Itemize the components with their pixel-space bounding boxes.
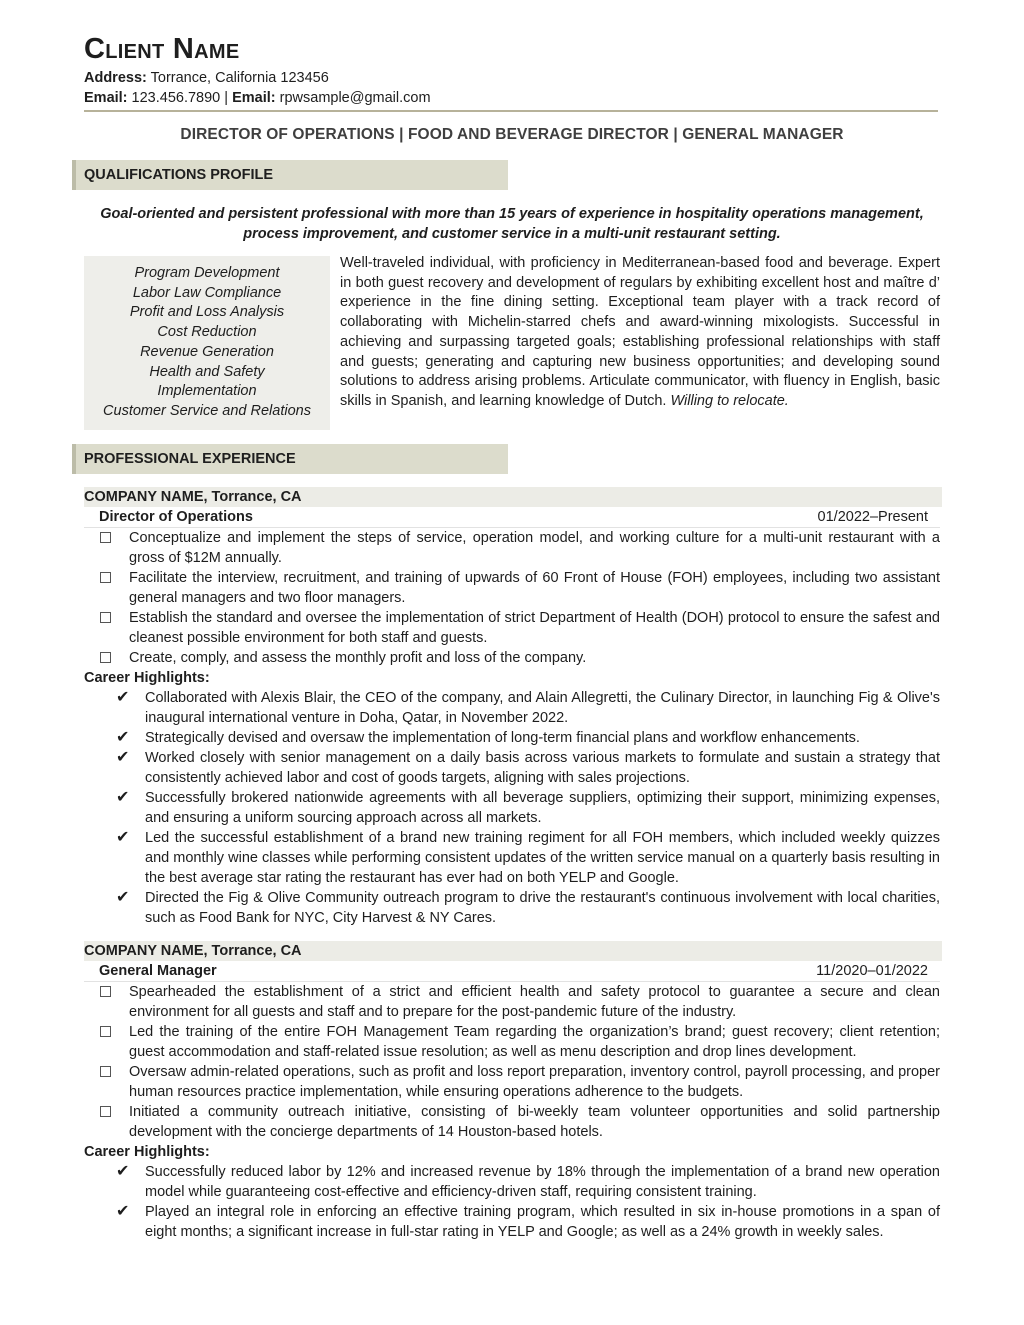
phone-value: 123.456.7890 (131, 90, 221, 106)
job-dates: 11/2020–01/2022 (816, 962, 928, 979)
email-value: rpwsample@gmail.com (279, 90, 431, 106)
job-dates: 01/2022–Present (817, 508, 928, 525)
skill-item: Profit and Loss Analysis (129, 304, 285, 321)
company-name: COMPANY NAME, Torrance, CA (84, 487, 942, 507)
duties-list (84, 528, 940, 668)
skill-item: Customer Service and Relations (103, 402, 311, 419)
address-value: Torrance, California 123456 (150, 70, 329, 86)
list-item (84, 648, 940, 668)
highlight-text: Successfully reduced labor by 12% and increased revenue by 18% through the implementation of a brand new operation model while guaranteeing cost-effective and efficiency-driven staff, requiring consistent training. (145, 1163, 940, 1200)
duty-text: Conceptualize and implement the steps of service, operation model, and working culture for a multi-unit restaurant with a gross of $12M annually. (129, 529, 940, 566)
duty-text: Oversaw admin-related operations, such as profit and loss report preparation, inventory control, payroll processing, and proper human resources practice implementation, while ensuring operations adherence to the budgets. (129, 1063, 940, 1100)
list-item (84, 828, 940, 888)
list-item (84, 608, 940, 648)
duty-text: Spearheaded the establishment of a strict and efficient health and safety protocol to guarantee a secure and clean environment for all guests and staff and to prepare for the post-pandemic future of the industry. (129, 983, 940, 1020)
checkbox-bullet-icon (100, 1066, 111, 1077)
summary-statement: Goal-oriented and persistent professional with more than 15 years of experience in hospitality operations management, process improvement, and customer service in a multi-unit restaurant setting. (100, 206, 924, 242)
skill-item: Health and Safety (149, 363, 265, 380)
checkbox-bullet-icon (100, 1026, 111, 1037)
highlights-list (84, 1162, 940, 1242)
qualifications-body (84, 256, 940, 430)
checkbox-bullet-icon (100, 1106, 111, 1117)
checkbox-bullet-icon (100, 986, 111, 997)
skills-box (84, 256, 330, 430)
list-item (84, 528, 940, 568)
highlight-text: Successfully brokered nationwide agreements with all beverage suppliers, optimizing their support, minimizing expenses, and ensuring a uniform sourcing approach across all markets. (145, 789, 940, 826)
job-title: General Manager (99, 962, 217, 979)
list-item (84, 1202, 940, 1242)
highlights-label: Career Highlights: (84, 669, 210, 686)
list-item (84, 1102, 940, 1142)
list-item (84, 1022, 940, 1062)
list-item (84, 982, 940, 1022)
check-icon: ✔ (116, 1162, 130, 1180)
job-entry (84, 941, 940, 1242)
check-icon: ✔ (116, 748, 130, 766)
duties-list (84, 982, 940, 1142)
duty-text: Initiated a community outreach initiative, consisting of bi-weekly team volunteer opportunities and solid partnership development with the concierge departments of 14 Houston-based hotels. (129, 1103, 940, 1140)
checkbox-bullet-icon (100, 612, 111, 623)
skill-item: Labor Law Compliance (132, 284, 282, 301)
profile-text: Well-traveled individual, with proficiency in Mediterranean-based food and beverage. Expert in both guest recovery and development of regulars by exhibiting excellent host and maître d’ experience in the fine dining setting. Exceptional team player with a track record of collaborating with Michelin-starred chefs and award-winning mixologists. Successful in achieving and surpassing targeted goals; establishing professional relationships with staff and guests; generating and capturing new business opportunities; and developing sound solutions to address arising problems. Articulate communicator, with fluency in English, basic skills in Spanish, and learning knowledge of Dutch. (340, 255, 940, 409)
phone-label: Email: (84, 90, 128, 106)
list-item (84, 1162, 940, 1202)
highlights-label: Career Highlights: (84, 1143, 210, 1160)
profile-paragraph (330, 254, 940, 430)
list-item (84, 728, 940, 748)
duty-text: Establish the standard and oversee the implementation of strict Department of Health (DOH) protocol to ensure the safest and cleanest possible environment for both staff and guests. (129, 609, 940, 646)
list-item (84, 788, 940, 828)
experience-heading: PROFESSIONAL EXPERIENCE (72, 444, 508, 474)
skill-item: Revenue Generation (140, 343, 274, 360)
role-line (84, 961, 940, 982)
address-line (84, 68, 940, 88)
check-icon: ✔ (116, 1202, 130, 1220)
checkbox-bullet-icon (100, 532, 111, 543)
email-label: Email: (232, 90, 276, 106)
job-entry (84, 487, 940, 928)
check-icon: ✔ (116, 828, 130, 846)
qualifications-heading: QUALIFICATIONS PROFILE (72, 160, 508, 190)
highlight-text: Directed the Fig & Olive Community outreach program to drive the restaurant's continuous involvement with local charities, such as Food Bank for NYC, City Harvest & NY Cares. (145, 889, 940, 926)
highlight-text: Collaborated with Alexis Blair, the CEO of the company, and Alain Allegretti, the Culinary Director, in launching Fig & Olive's inaugural international venture in Doha, Qatar, in November 2022. (145, 689, 940, 726)
duty-text: Create, comply, and assess the monthly profit and loss of the company. (129, 649, 587, 666)
checkbox-bullet-icon (100, 652, 111, 663)
list-item (84, 568, 940, 608)
relocate-note: Willing to relocate. (670, 392, 789, 409)
list-item (84, 888, 940, 928)
highlight-text: Worked closely with senior management on a daily basis across various markets to formulate and sustain a strategy that consistently achieved labor and cost of goods targets, aligning with sales projections. (145, 749, 940, 786)
check-icon: ✔ (116, 888, 130, 906)
skill-item: Implementation (157, 383, 257, 400)
resume-page (84, 30, 940, 1242)
list-item (84, 748, 940, 788)
role-line (84, 507, 940, 528)
skill-item: Cost Reduction (157, 324, 257, 341)
check-icon: ✔ (116, 788, 130, 806)
company-name: COMPANY NAME, Torrance, CA (84, 941, 942, 961)
highlight-text: Strategically devised and oversaw the implementation of long-term financial plans and workflow enhancements. (145, 729, 860, 746)
checkbox-bullet-icon (100, 572, 111, 583)
separator: | (224, 90, 229, 106)
duty-text: Led the training of the entire FOH Management Team regarding the organization’s brand; guest recovery; client retention; guest accommodation and staff-related issue resolution; as well as menu description and drop lines development. (129, 1023, 940, 1060)
check-icon: ✔ (116, 728, 130, 746)
list-item (84, 1062, 940, 1102)
highlight-text: Played an integral role in enforcing an effective training program, which resulted in six in-house promotions in a span of eight months; a significant increase in full-star rating in YELP and Google; as well as a 24% growth in weekly sales. (145, 1203, 940, 1240)
header-rule (84, 110, 938, 112)
highlights-list (84, 688, 940, 928)
check-icon: ✔ (116, 688, 130, 706)
duty-text: Facilitate the interview, recruitment, and training of upwards of 60 Front of House (FOH) employees, including two assistant general managers and two floor managers. (129, 569, 940, 606)
skill-item: Program Development (134, 265, 280, 281)
client-name: Client Name (84, 33, 240, 65)
highlight-text: Led the successful establishment of a brand new training regiment for all FOH members, which included weekly quizzes and monthly wine classes while performing consistent updates of the written service manual on a quarterly basis resulting in the best average star rating the restaurant has ever had on both YELP and Google. (145, 829, 940, 886)
list-item (84, 688, 940, 728)
job-headline: DIRECTOR OF OPERATIONS | FOOD AND BEVERAGE DIRECTOR | GENERAL MANAGER (180, 126, 844, 143)
job-title: Director of Operations (99, 508, 253, 525)
email-line (84, 88, 940, 108)
address-label: Address: (84, 70, 147, 86)
